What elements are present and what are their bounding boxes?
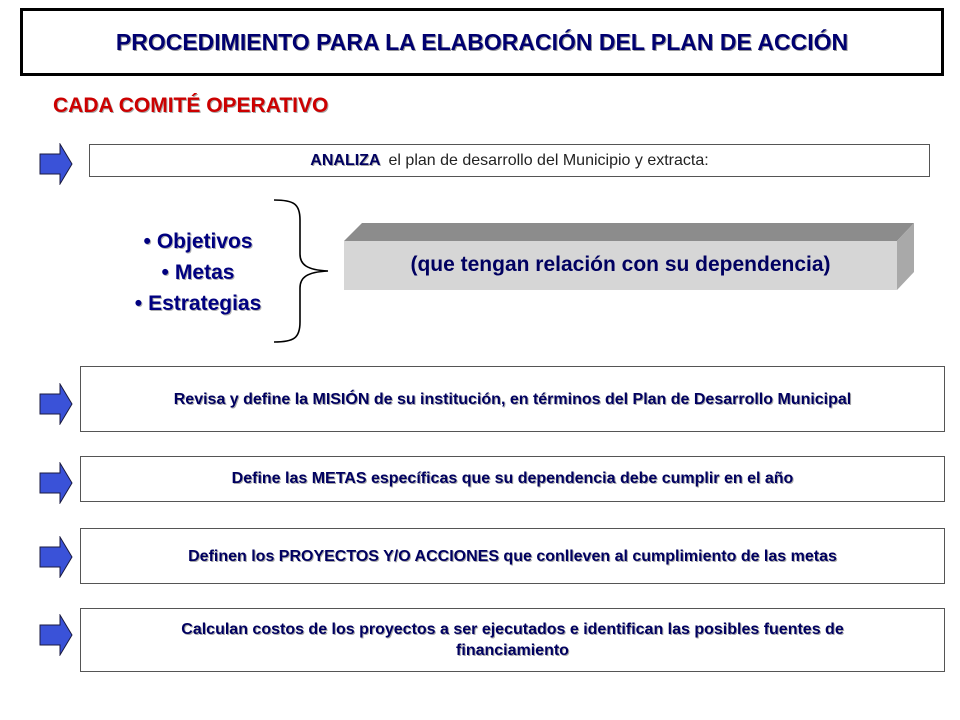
page-subtitle: CADA COMITÉ OPERATIVO [53,94,329,117]
step-proyectos-box [80,528,945,584]
right-arrow-icon [39,462,73,504]
step-metas-box [80,456,945,502]
step-costos-text: Calculan costos de los proyectos a ser ejecutados e identifican las posibles fuentes de financiamiento [181,621,844,659]
step-proyectos-text: Definen los PROYECTOS Y/O ACCIONES que conlleven al cumplimiento de las metas [188,547,837,565]
step-analiza-box [89,144,930,177]
step-mision-text: Revisa y define la MISIÓN de su institución, en términos del Plan de Desarrollo Municipal [173,390,852,408]
right-arrow-icon [39,536,73,578]
page-title: PROCEDIMIENTO PARA LA ELABORACIÓN DEL PLAN DE ACCIÓN [115,28,849,55]
step-analiza-keyword: ANALIZA [310,151,381,169]
right-arrow-icon [39,614,73,656]
step-metas-text: Define las METAS específicas que su dependencia debe cumplir en el año [231,470,794,487]
title-box [20,8,944,76]
step-mision-box [80,366,945,432]
list-item: • Metas [161,261,235,284]
right-brace-icon [272,198,332,344]
list-item: • Objetivos [143,230,253,253]
extract-list [108,226,288,319]
step-costos-box [80,608,945,672]
step-analiza-text: el plan de desarrollo del Municipio y extracta: [388,151,709,169]
note-text: (que tengan relación con su dependencia) [410,253,831,276]
right-arrow-icon [39,143,73,185]
list-item: • Estrategias [134,292,262,315]
right-arrow-icon [39,383,73,425]
